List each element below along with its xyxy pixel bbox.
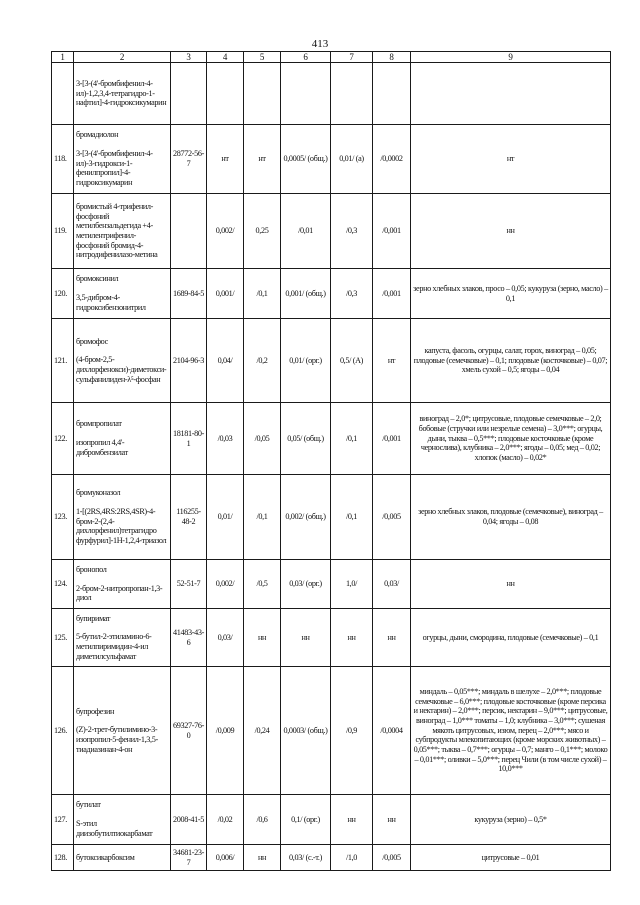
crop-limits: нт	[411, 125, 611, 194]
trade-name: бромадиолон	[76, 130, 119, 140]
cas-number: 2008-41-5	[171, 795, 207, 845]
value-col4: /0,03	[207, 403, 244, 475]
value-col5: /0,2	[244, 319, 281, 403]
row-number: 127.	[52, 795, 74, 845]
crop-limits: огурцы, дыни, смородина, плодовые (семечковые) – 0,1	[411, 609, 611, 667]
substance-name-cell	[74, 125, 171, 194]
value-col8: /0,005	[373, 845, 411, 871]
column-number-row	[52, 52, 611, 63]
table-row	[52, 63, 611, 125]
substance-name-cell	[74, 319, 171, 403]
table-row	[52, 667, 611, 795]
row-number: 126.	[52, 667, 74, 795]
value-col4: /0,009	[207, 667, 244, 795]
row-number: 123.	[52, 475, 74, 560]
trade-name: бупиримат	[76, 613, 111, 623]
table-row	[52, 609, 611, 667]
table-row	[52, 194, 611, 269]
value-col5: нт	[244, 125, 281, 194]
cas-number: 2104-96-3	[171, 319, 207, 403]
value-col8: 0,03/	[373, 560, 411, 609]
chemical-name: (4-бром-2,5-дихлорфенокси)-диметокси-сульфанилиден-λ⁵-фосфан	[76, 355, 167, 384]
substance-name-cell	[74, 609, 171, 667]
table-row	[52, 475, 611, 560]
value-col6: 0,03/ (орг.)	[281, 560, 331, 609]
trade-name: бупрофезин	[76, 706, 115, 716]
column-number: 4	[207, 52, 244, 63]
value-col7: нн	[331, 795, 373, 845]
row-number: 121.	[52, 319, 74, 403]
chemical-name: 3,5-дибром-4-гидроксибензонитрил	[76, 293, 146, 312]
value-col7: /0,9	[331, 667, 373, 795]
row-number: 128.	[52, 845, 74, 871]
crop-limits: нн	[411, 194, 611, 269]
substance-name-cell	[74, 63, 171, 125]
cas-number	[171, 63, 207, 125]
table-row	[52, 269, 611, 319]
trade-name: бромпропилат	[76, 419, 122, 429]
row-number: 119.	[52, 194, 74, 269]
column-number: 3	[171, 52, 207, 63]
table-row	[52, 795, 611, 845]
trade-name: бронопол	[76, 564, 107, 574]
value-col8	[373, 63, 411, 125]
table-row	[52, 845, 611, 871]
value-col6: 0,0003/ (общ.)	[281, 667, 331, 795]
crop-limits: капуста, фасоль, огурцы, салат, горох, виноград – 0,05; плодовые (семечковые) – 0,1; плодовые (косточковые) – 0,07; хмель сухой – 0,5; ягоды – 0,04	[411, 319, 611, 403]
cas-number: 52-51-7	[171, 560, 207, 609]
value-col4: 0,01/	[207, 475, 244, 560]
value-col4: 0,03/	[207, 609, 244, 667]
column-number: 2	[74, 52, 171, 63]
cas-number: 18181-80-1	[171, 403, 207, 475]
value-col6: 0,0005/ (общ.)	[281, 125, 331, 194]
value-col7: 0,01/ (а)	[331, 125, 373, 194]
value-col6: 0,002/ (общ.)	[281, 475, 331, 560]
cas-number: 41483-43-6	[171, 609, 207, 667]
column-number: 6	[281, 52, 331, 63]
value-col8: /0,001	[373, 403, 411, 475]
value-col5: /0,1	[244, 475, 281, 560]
column-number: 1	[52, 52, 74, 63]
column-number: 7	[331, 52, 373, 63]
table-row	[52, 560, 611, 609]
value-col7	[331, 63, 373, 125]
value-col8: нн	[373, 609, 411, 667]
chemical-name: 5-бутил-2-этиламино-6-метилпиримидин-4-ил диметилсульфамат	[76, 632, 152, 661]
value-col8: /0,0004	[373, 667, 411, 795]
substance-name-cell	[74, 560, 171, 609]
value-col5: /0,24	[244, 667, 281, 795]
chemical-name: (Z)-2-трет-бутилимино-3-изопропил-5-фенил-1,3,5-тиадиазинан-4-он	[76, 725, 158, 754]
crop-limits: нн	[411, 560, 611, 609]
value-col6	[281, 63, 331, 125]
value-col6: 0,001/ (общ.)	[281, 269, 331, 319]
substance-name-cell	[74, 475, 171, 560]
trade-name: бутоксикарбоксим	[76, 852, 135, 862]
substance-table	[51, 51, 611, 871]
chemical-name: 2-бром-2-нитропропан-1,3-диол	[76, 583, 163, 603]
value-col6: 0,1/ (орг.)	[281, 795, 331, 845]
substance-name-cell	[74, 403, 171, 475]
substance-name-cell	[74, 667, 171, 795]
value-col4	[207, 63, 244, 125]
substance-name-cell	[74, 269, 171, 319]
chemical-name: S-этил диизобутилтиокарбамат	[76, 819, 153, 838]
value-col4: 0,04/	[207, 319, 244, 403]
value-col4: 0,002/	[207, 560, 244, 609]
value-col7: /0,1	[331, 403, 373, 475]
row-number: 124.	[52, 560, 74, 609]
cas-number	[171, 194, 207, 269]
value-col8: нт	[373, 319, 411, 403]
value-col5: /0,05	[244, 403, 281, 475]
column-number: 5	[244, 52, 281, 63]
substance-name-cell	[74, 845, 171, 871]
value-col5: нн	[244, 609, 281, 667]
trade-name: бромофос	[76, 336, 108, 346]
value-col4: нт	[207, 125, 244, 194]
table-row	[52, 125, 611, 194]
trade-name: бутилат	[76, 800, 101, 810]
value-col4: 0,006/	[207, 845, 244, 871]
value-col8: /0,001	[373, 269, 411, 319]
value-col6: 0,01/ (орг.)	[281, 319, 331, 403]
trade-name: бромуконазол	[76, 488, 121, 498]
cas-number: 69327-76-0	[171, 667, 207, 795]
trade-name: бромоксинил	[76, 274, 119, 284]
substance-name-cell	[74, 194, 171, 269]
chemical-name: 3-[3-(4'-бромбифенил-4-ил)-1,2,3,4-тетрагидро-1-нафтил]-4-гидроксикумарин	[76, 78, 167, 108]
page-number: 413	[311, 38, 329, 50]
value-col4: 0,002/	[207, 194, 244, 269]
cas-number: 116255-48-2	[171, 475, 207, 560]
chemical-name: изопропил 4,4'-дибромбензилат	[76, 438, 128, 457]
table-row	[52, 319, 611, 403]
crop-limits: цитрусовые – 0,01	[411, 845, 611, 871]
value-col7: /1,0	[331, 845, 373, 871]
row-number	[52, 63, 74, 125]
value-col4: /0,02	[207, 795, 244, 845]
row-number: 122.	[52, 403, 74, 475]
value-col7: /0,3	[331, 269, 373, 319]
value-col7: /0,1	[331, 475, 373, 560]
cas-number: 28772-56-7	[171, 125, 207, 194]
value-col8: /0,0002	[373, 125, 411, 194]
crop-limits: виноград – 2,0*; цитрусовые, плодовые семечковые – 2,0; бобовые (стручки или незрелые семена) – 3,0***; огурцы, дыни, тыква – 0,5***; плодовые косточковые (кроме чернослива), клубника – 2,0***; ягоды – 0,05; мед – 0,02; хлопок (масло) – 0,02*	[411, 403, 611, 475]
value-col6: 0,05/ (общ.)	[281, 403, 331, 475]
value-col5: /0,6	[244, 795, 281, 845]
value-col7: 1,0/	[331, 560, 373, 609]
chemical-name: 1-[(2RS,4RS:2RS,4SR)-4-бром-2-(2,4-дихлорфенил)тетрагидро фурфурил]-1Н-1,2,4-триазол	[76, 506, 167, 545]
value-col4: 0,001/	[207, 269, 244, 319]
cas-number: 34681-23-7	[171, 845, 207, 871]
row-number: 120.	[52, 269, 74, 319]
value-col6: 0,03/ (с.-т.)	[281, 845, 331, 871]
value-col6: нн	[281, 609, 331, 667]
value-col5: нн	[244, 845, 281, 871]
value-col8: /0,005	[373, 475, 411, 560]
value-col8: нн	[373, 795, 411, 845]
value-col5: /0,1	[244, 269, 281, 319]
crop-limits: кукуруза (зерно) – 0,5*	[411, 795, 611, 845]
crop-limits: зерно хлебных злаков, плодовые (семечковые), виноград – 0,04; ягоды – 0,08	[411, 475, 611, 560]
chemical-name: 3-[3-(4'-бромбифенил-4-ил)-3-гидрокси-1-фенилпропил]-4-гидроксикумарин	[76, 148, 153, 187]
row-number: 118.	[52, 125, 74, 194]
value-col6: /0,01	[281, 194, 331, 269]
column-number: 9	[411, 52, 611, 63]
cas-number: 1689-84-5	[171, 269, 207, 319]
crop-limits	[411, 63, 611, 125]
value-col7: /0,3	[331, 194, 373, 269]
table-row	[52, 403, 611, 475]
substance-name-cell	[74, 795, 171, 845]
value-col7: 0,5/ (А)	[331, 319, 373, 403]
value-col8: /0,001	[373, 194, 411, 269]
value-col7: нн	[331, 609, 373, 667]
row-number: 125.	[52, 609, 74, 667]
value-col5: /0,5	[244, 560, 281, 609]
value-col5: 0,25	[244, 194, 281, 269]
column-number: 8	[373, 52, 411, 63]
crop-limits: миндаль – 0,05***; миндаль в шелухе – 2,0***; плодовые семечковые – 6,0***; плодовые косточковые (кроме персика и нектарин) – 2,0***; персик, нектарин – 9,0***; цитрусовые, виноград – 1,0*** томаты – 1,0; клубника – 3,0***; сушеная мякоть цитрусовых, изюм, перец – 2,0***; мясо и субпродукты млекопитающих (кроме морских животных) – 0,05***; тыква – 0,7***; огурцы – 0,7; манго – 0,1***; молоко – 0,01***; оливки – 5,0***; перец Чили (в том числе сухой) – 10,0***	[411, 667, 611, 795]
value-col5	[244, 63, 281, 125]
crop-limits: зерно хлебных злаков, просо – 0,05; кукуруза (зерно, масло) – 0,1	[411, 269, 611, 319]
chemical-name: бромистый 4-трифенил-фосфоний метилбензальдегида +4-метилентрифенил-фосфоний бромид-4-нитродифенилазо-метина	[76, 201, 158, 260]
